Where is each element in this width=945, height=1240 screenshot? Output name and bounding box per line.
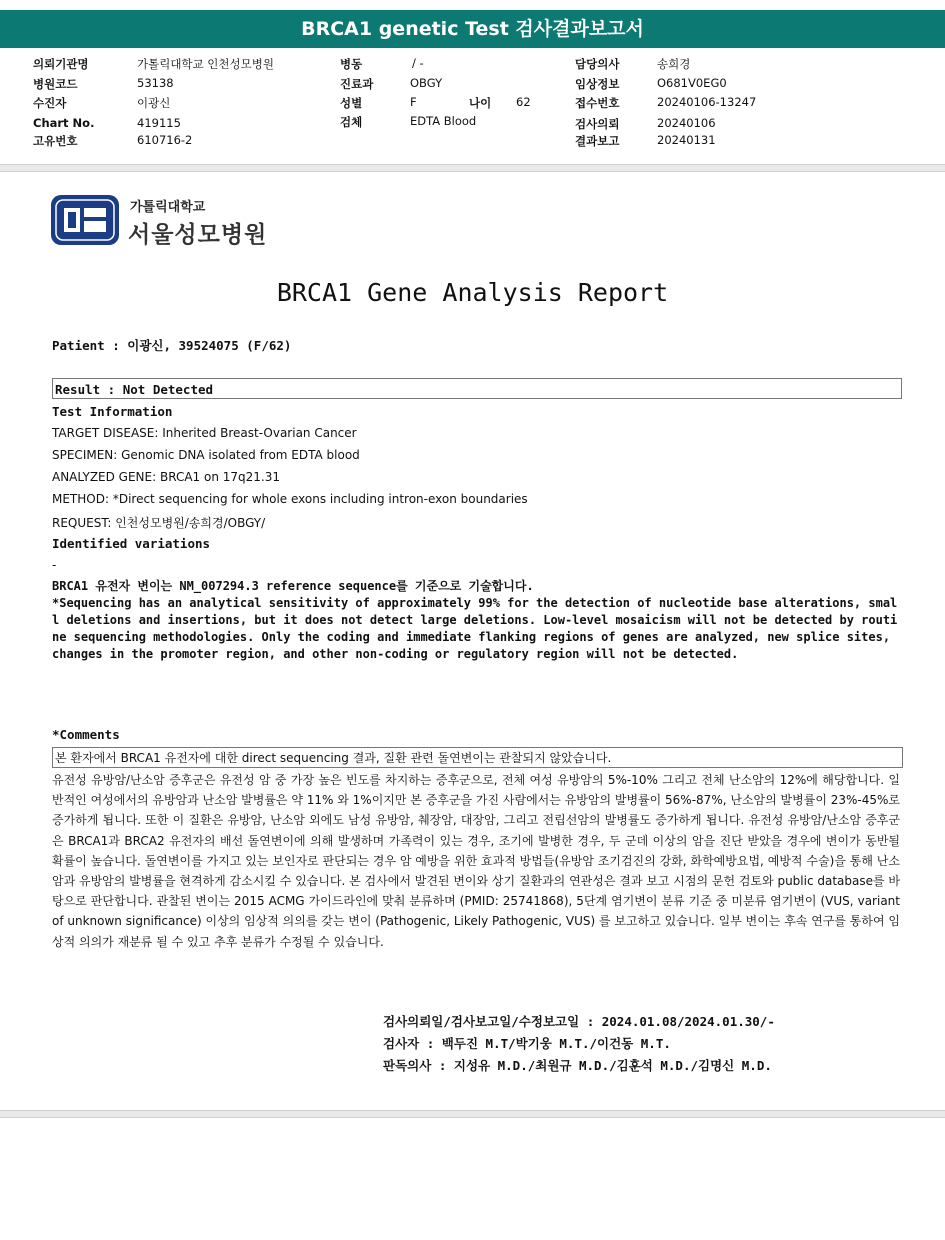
test-info-target-disease: TARGET DISEASE: Inherited Breast-Ovarian Cancer bbox=[52, 426, 357, 440]
field-value-department: OBGY bbox=[410, 76, 443, 90]
field-value-ward: / - bbox=[412, 56, 424, 70]
field-label-sex: 성별 bbox=[340, 96, 363, 110]
footer-divider bbox=[0, 1110, 945, 1118]
field-value-age: 62 bbox=[516, 95, 531, 109]
field-label-report-date: 결과보고 bbox=[575, 134, 620, 148]
test-info-method: METHOD: *Direct sequencing for whole exons including intron-exon boundaries bbox=[52, 492, 528, 506]
field-label-doctor: 담당의사 bbox=[575, 57, 620, 71]
testers-line: 검사자 : 백두진 M.T/박기웅 M.T./이건동 M.T. bbox=[383, 1036, 671, 1051]
field-value-receipt-no: 20240106-13247 bbox=[657, 95, 757, 109]
field-value-doctor: 송희경 bbox=[657, 57, 691, 71]
identified-variations-heading: Identified variations bbox=[52, 536, 211, 551]
field-label-institution: 의뢰기관명 bbox=[33, 57, 89, 71]
comments-body: 유전성 유방암/난소암 증후군은 유전성 암 중 가장 높은 빈도를 차지하는 증후군으로, 전체 여성 유방암의 5%-10% 그리고 전체 난소암의 12%에 해당합니다. 일반적인 여성에서의 유방암과 난소암 발병률은 약 11% 와 1%이지만 본 증후군을 가진 사람에서는 유방암의 발병률이 56%-87%, 난소암의 발병률이 23%-45%로 증가하게 됩니다. 또한 이 질환은 유방암, 난소암 외에도 남성 유방암, 췌장암, 대장암, 그리고 전립선암의 발병률도 증가하게 됩니다. 유전성 유방암/난소암 증후군은 BRCA1과 BRCA2 유전자의 배선 돌연변이에 의해 발생하며 가족력이 있는 경우, 조기에 발병한 경우, 두 군데 이상의 암을 진단 받았을 경우에 변이가 동반될 확률이 높습니다. 돌연변이를 가지고 있는 보인자로 판단되는 경우 암 예방을 위한 효과적 방법들(유방암 조기검진의 강화, 화학예방요법, 예방적 수술)을 통해 난소암과 유방암의 발병률을 현격하게 감소시킬 수 있습니다. 본 검사에서 발견된 변이와 상기 질환과의 연관성은 결과 보고 시점의 문헌 검토와 public database를 바탕으로 판단합니다. 관찰된 변이는 2015 ACMG 가이드라인에 맞춰 분류하며 (PMID: 25741868), 5단계 염기변이 분류 기준 중 미분류 염기변이 (VUS, variant of unknown significance) 이상의 임상적 의의를 갖는 변이 (Pathogenic, Likely Pathogenic, VUS) 를 보고하고 있습니다. 일부 변이는 후속 연구를 통하여 임상적 의의가 재분류 될 수 있고 추후 분류가 수정될 수 있습니다. bbox=[52, 773, 900, 949]
field-value-institution: 가톨릭대학교 인천성모병원 bbox=[137, 57, 274, 71]
test-info-analyzed-gene: ANALYZED GENE: BRCA1 on 17q21.31 bbox=[52, 470, 280, 484]
doctors-line: 판독의사 : 지성유 M.D./최원규 M.D./김훈석 M.D./김명신 M.D. bbox=[383, 1058, 772, 1073]
field-value-clinical-info: O681V0EG0 bbox=[657, 76, 727, 90]
sensitivity-note: *Sequencing has an analytical sensitivity of approximately 99% for the detection of nucleotide base alterations, small deletions and insertions, but it does not detect large deletions. Low-level mosaicism will not be detected by routine sequencing methodologies. Only the coding and immediate flanking regions of genes are analyzed, new splice sites, changes in the promoter region, and other non-coding or regulatory region will not be detected. bbox=[52, 596, 898, 661]
field-label-department: 진료과 bbox=[340, 77, 374, 91]
test-information-heading: Test Information bbox=[52, 404, 173, 419]
field-value-patient: 이광신 bbox=[137, 96, 171, 110]
field-label-chart-no: Chart No. bbox=[33, 116, 95, 130]
field-label-clinical-info: 임상정보 bbox=[575, 77, 620, 91]
comments-summary-box: 본 환자에서 BRCA1 유전자에 대한 direct sequencing 결과, 질환 관련 돌연변이는 관찰되지 않았습니다. bbox=[52, 747, 903, 768]
field-label-hospital-code: 병원코드 bbox=[33, 77, 78, 91]
identified-variations-value: - bbox=[52, 558, 57, 572]
comments-heading: *Comments bbox=[52, 727, 120, 742]
patient-line: Patient : 이광신, 39524075 (F/62) bbox=[52, 338, 292, 353]
hospital-logo-icon bbox=[50, 194, 120, 246]
field-label-age: 나이 bbox=[469, 96, 492, 110]
field-value-request-date: 20240106 bbox=[657, 116, 716, 130]
result-box: Result : Not Detected bbox=[52, 378, 902, 399]
field-value-specimen: EDTA Blood bbox=[410, 114, 477, 128]
test-info-request: REQUEST: 인천성모병원/송희경/OBGY/ bbox=[52, 516, 266, 530]
report-dates: 검사의뢰일/검사보고일/수정보고일 : 2024.01.08/2024.01.30/- bbox=[383, 1014, 775, 1029]
field-value-hospital-code: 53138 bbox=[137, 76, 174, 90]
logo-university-name: 가톨릭대학교 bbox=[130, 200, 206, 215]
field-label-specimen: 검체 bbox=[340, 115, 363, 129]
reference-sequence-note: BRCA1 유전자 변이는 NM_007294.3 reference sequence를 기준으로 기술합니다. bbox=[52, 579, 534, 593]
field-value-unique-no: 610716-2 bbox=[137, 133, 193, 147]
logo-hospital-name: 서울성모병원 bbox=[128, 222, 268, 248]
header-divider bbox=[0, 164, 945, 172]
test-info-specimen: SPECIMEN: Genomic DNA isolated from EDTA blood bbox=[52, 448, 360, 462]
report-title: BRCA1 Gene Analysis Report bbox=[276, 278, 669, 307]
field-label-unique-no: 고유번호 bbox=[33, 134, 78, 148]
field-value-report-date: 20240131 bbox=[657, 133, 716, 147]
field-label-receipt-no: 접수번호 bbox=[575, 96, 620, 110]
field-label-ward: 병동 bbox=[340, 57, 363, 71]
field-label-patient: 수진자 bbox=[33, 96, 67, 110]
report-header-title: BRCA1 genetic Test 검사결과보고서 bbox=[0, 10, 945, 48]
field-value-chart-no: 419115 bbox=[137, 116, 181, 130]
field-label-request-date: 검사의뢰 bbox=[575, 117, 620, 131]
field-value-sex: F bbox=[410, 95, 417, 109]
patient-info-header bbox=[0, 52, 945, 164]
